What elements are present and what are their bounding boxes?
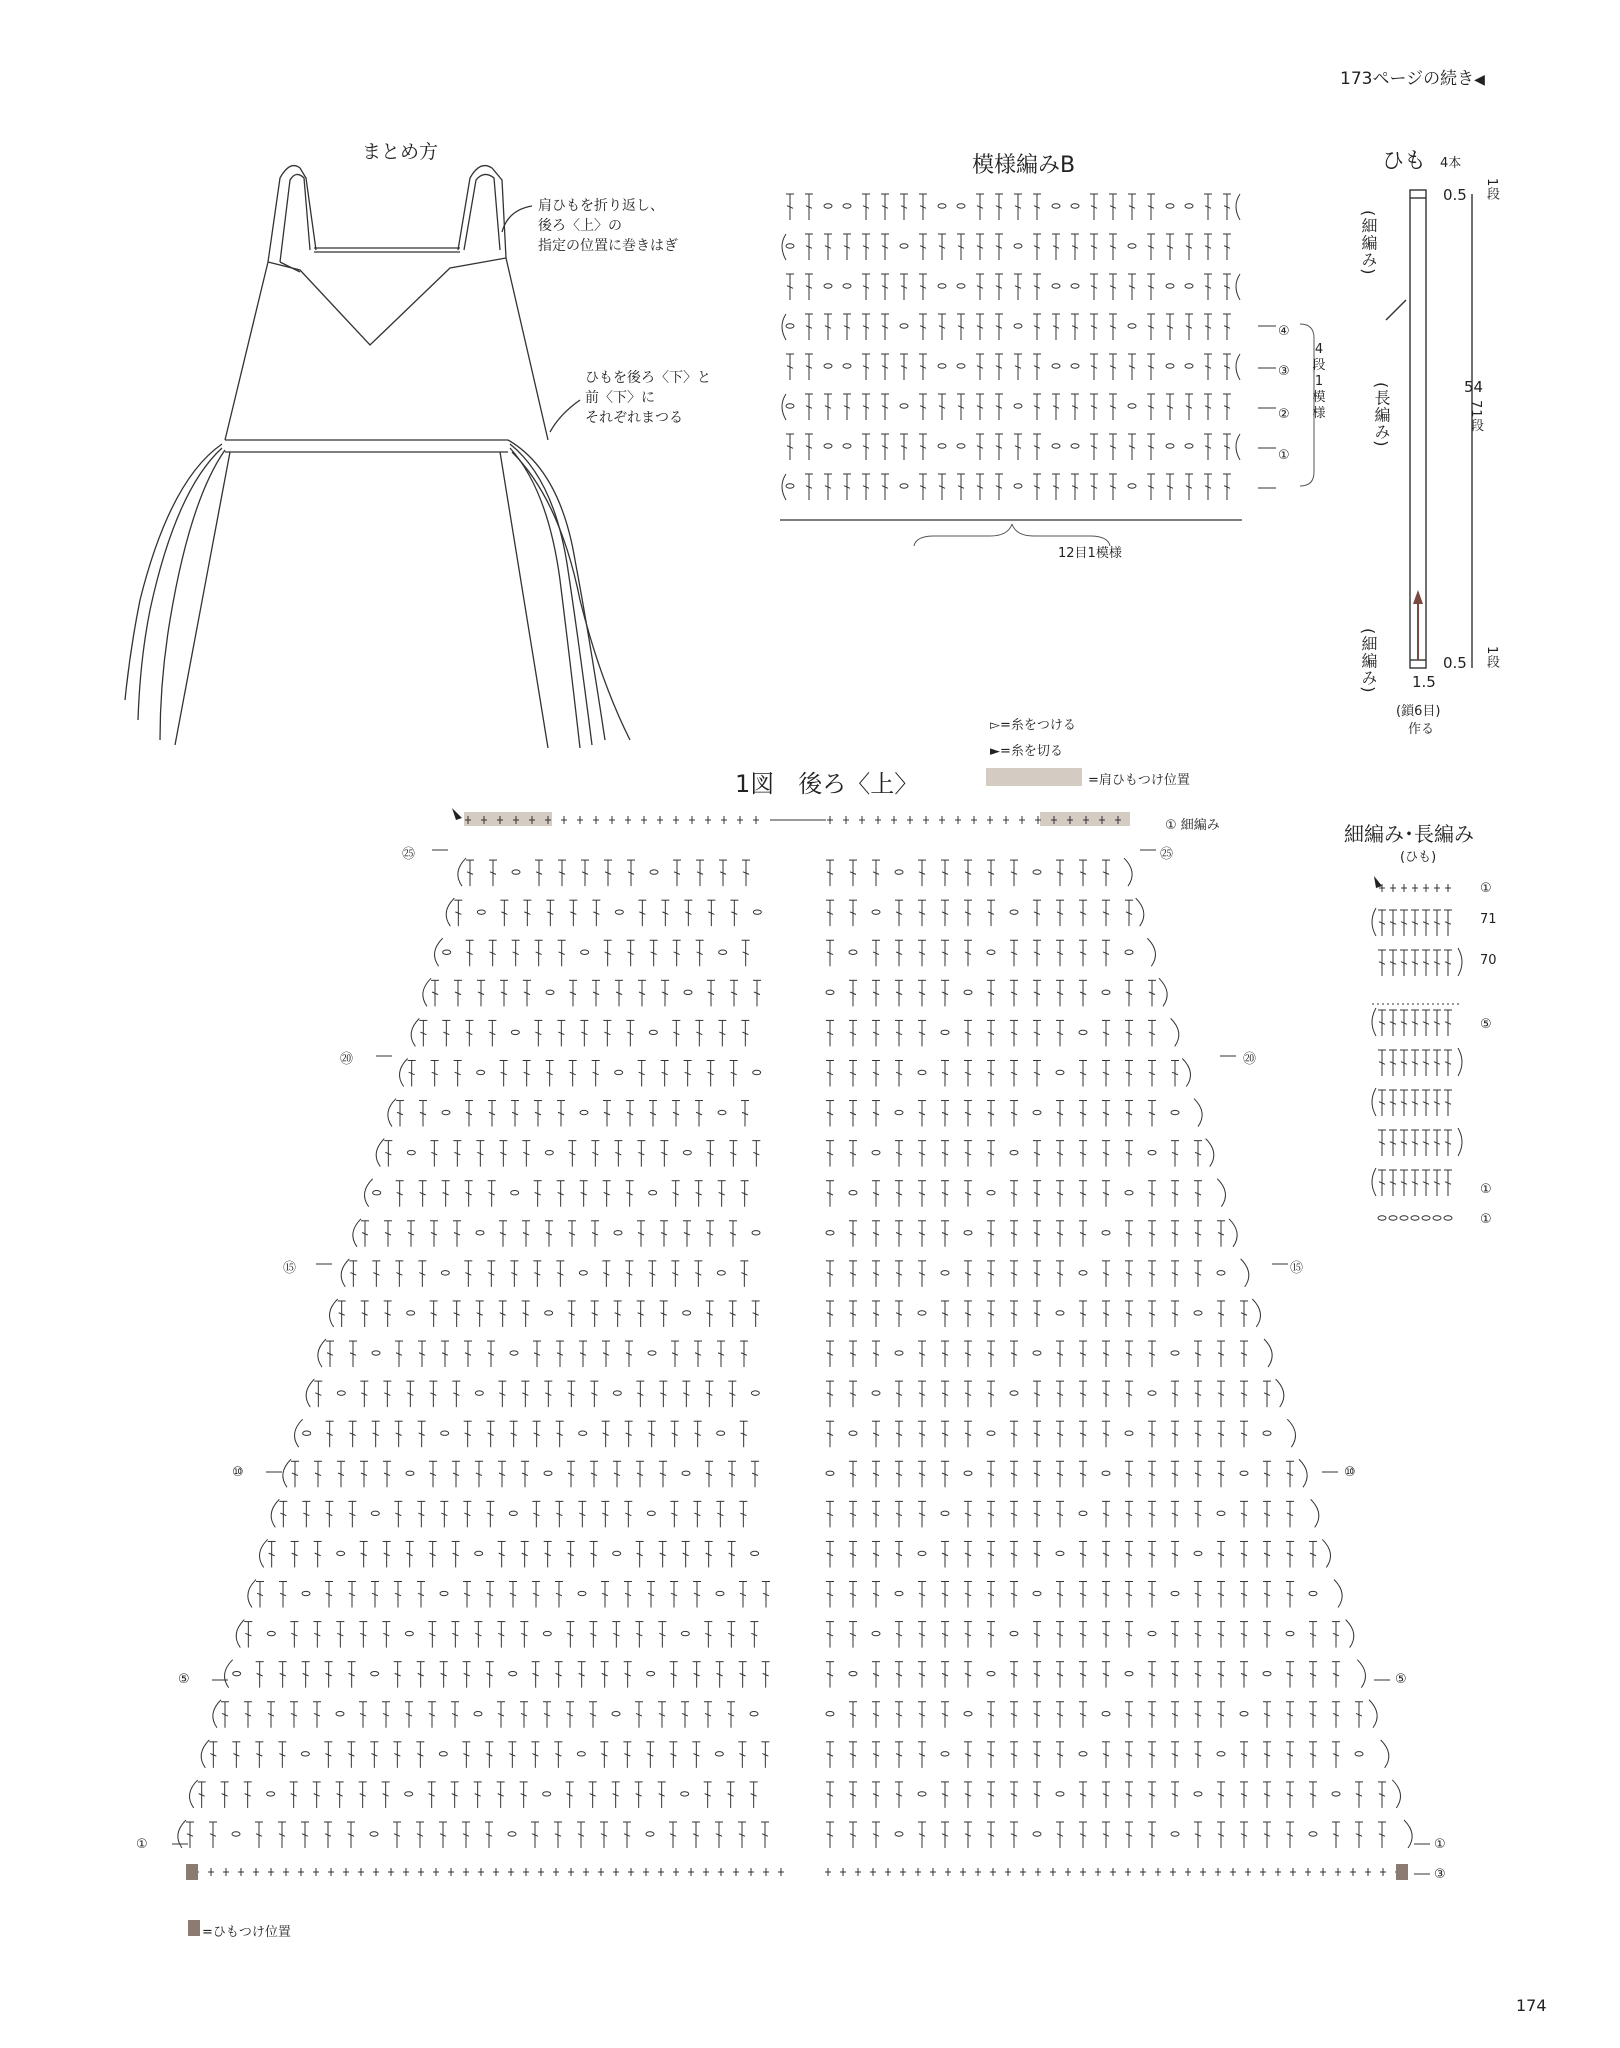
fig1-row-right-25: ㉕ (1160, 847, 1174, 862)
repeat-char: 4 (1314, 342, 1324, 357)
note-line: 肩ひもを折り返し、 (538, 198, 664, 214)
continue-text: 173ページの続き (1340, 69, 1475, 89)
figure1-top-label: ① 細編み (1165, 818, 1220, 833)
fig1-row-right-1: ① (1434, 1837, 1446, 1852)
pattern-b-row-3: ③ (1278, 364, 1290, 379)
cord-bottom-label: (細編み) (1359, 628, 1378, 694)
figure1-stitches (172, 808, 1430, 1880)
page-number: 174 (1516, 1996, 1547, 2015)
fig1-row-left-25: ㉕ (402, 847, 416, 862)
assembly-title: まとめ方 (362, 141, 439, 163)
legend-attach-text: =糸をつける (1000, 718, 1076, 733)
left-triangle-icon: ◀ (1474, 72, 1485, 88)
cord-position-swatch (188, 1920, 200, 1936)
cord-chart-row-1a: ① (1480, 1182, 1492, 1197)
note-line: 後ろ〈上〉の (538, 218, 622, 234)
pattern-b-row-1: ① (1278, 448, 1290, 463)
cord-dim-mid-value: 54 (1464, 378, 1484, 396)
pattern-b-row-4: ④ (1278, 324, 1290, 339)
cord-top-label: (細編み) (1359, 210, 1378, 276)
cord-chart (1368, 876, 1468, 1236)
fig1-row-left-10: ⑩ (232, 1465, 244, 1480)
cord-dim-top-rows: 1段 (1484, 178, 1499, 202)
cord-mid-label: (長編み) (1372, 382, 1391, 448)
note-line: ひもを後ろ〈下〉と (585, 370, 711, 386)
note-line: 前〈下〉に (585, 390, 655, 406)
cord-chart-row-5: ⑤ (1480, 1017, 1492, 1032)
cord-chart-title: 細編み･長編み (1344, 822, 1474, 846)
legend-cut-text: =糸を切る (1000, 744, 1063, 759)
cord-count: 4本 (1440, 156, 1462, 171)
cord-width-value: 1.5 (1412, 673, 1436, 691)
repeat-char: 1 (1314, 374, 1324, 389)
fig1-row-left-1: ① (136, 1837, 148, 1852)
repeat-char: 様 (1312, 406, 1326, 421)
cord-width-make: 作る (1408, 722, 1435, 737)
cord-dim-mid-rows: 71段 (1468, 400, 1483, 433)
cord-chart-subtitle: (ひも) (1400, 850, 1437, 865)
fig1-row-right-10: ⑩ (1344, 1465, 1356, 1480)
fig1-row-right-15: ⑮ (1290, 1261, 1304, 1276)
cord-chart-stitches (1372, 876, 1462, 1220)
cord-chart-row-71: 71 (1480, 912, 1497, 927)
cord-chart-row-1b: ① (1480, 1212, 1492, 1227)
cord-title: ひも (1382, 149, 1427, 174)
repeat-char: 段 (1312, 358, 1326, 373)
attach-yarn-icon: ▻ (990, 718, 1000, 733)
pattern-b-row-2: ② (1278, 407, 1290, 422)
note-line: 指定の位置に巻きはぎ (538, 238, 678, 254)
fig1-row-right-5: ⑤ (1395, 1672, 1407, 1687)
legend-shoulder-text: =肩ひもつけ位置 (1088, 773, 1190, 788)
cord-dim-top-value: 0.5 (1443, 186, 1467, 204)
note-line: それぞれまつる (585, 410, 683, 426)
fig1-row-right-3: ③ (1434, 1867, 1446, 1882)
cord-chart-row-70: 70 (1480, 953, 1497, 968)
pattern-b-title: 模様編みB (972, 153, 1076, 178)
figure1-title: 1図 後ろ〈上〉 (735, 770, 919, 798)
repeat-char: 模 (1312, 390, 1326, 405)
fig1-row-left-15: ⑮ (283, 1261, 297, 1276)
legend-cord-text: =ひもつけ位置 (202, 1925, 291, 1940)
fig1-row-left-5: ⑤ (178, 1672, 190, 1687)
cut-yarn-icon: ► (990, 744, 1000, 759)
cord-width-note: (鎖6目) (1396, 704, 1441, 719)
cord-chart-row-1-top: ① (1480, 881, 1492, 896)
fig1-row-left-20: ⑳ (340, 1052, 354, 1067)
cord-dim-bottom-rows: 1段 (1484, 646, 1499, 670)
cord-dim-bottom-value: 0.5 (1443, 654, 1467, 672)
fig1-row-right-20: ⑳ (1243, 1052, 1257, 1067)
pattern-b-repeat-stitches: 12目1模様 (1058, 546, 1122, 561)
